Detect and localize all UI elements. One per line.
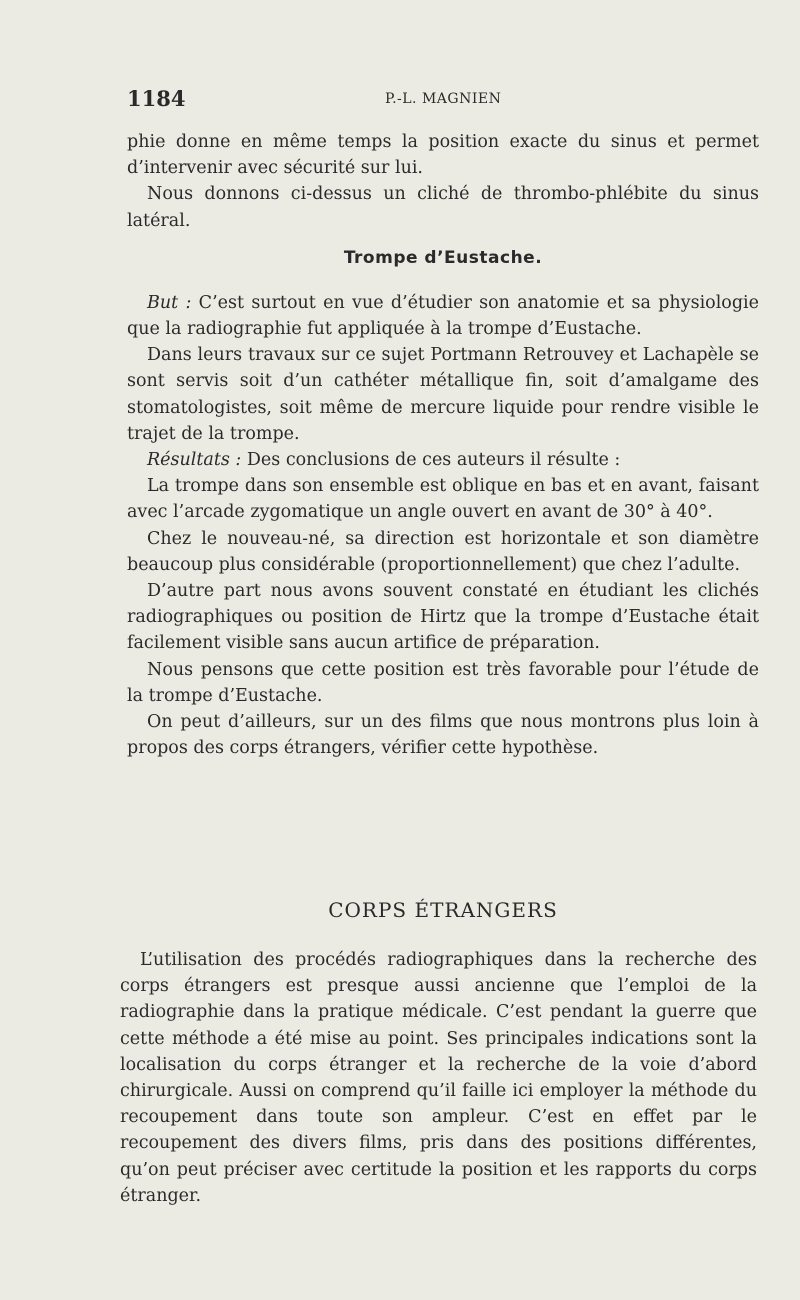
paragraph-resultats	[127, 447, 759, 473]
section-heading-corps-etrangers: CORPS ÉTRANGERS	[328, 898, 558, 922]
paragraph-hirtz: D’autre part nous avons souvent constaté en étudiant les clichés radiographiques ou position de Hirtz que la trompe d’Eustache était facilement visible sans aucun artifice de préparation.	[127, 581, 759, 654]
paragraph-travaux: Dans leurs travaux sur ce sujet Portmann Retrouvey et Lachapèle se sont servis soit d’un cathéter métallique fin, soit d’amalgame des stomatologistes, soit même de mercure liquide pour rendre visible le trajet de la trompe.	[127, 345, 759, 444]
paragraph-continuation: phie donne en même temps la position exacte du sinus et permet d’intervenir avec sécurité sur lui.	[127, 132, 759, 179]
but-text: C’est surtout en vue d’étudier son anatomie et sa physiologie que la radiographie fut appliquée à la trompe d’Eustache.	[127, 292, 759, 340]
resultats-label: Résultats :	[147, 450, 242, 471]
resultats-text: Des conclusions de ces auteurs il résulte :	[241, 450, 621, 471]
text-section-eustache	[127, 129, 759, 761]
paragraph-utilisation: L’utilisation des procédés radiographiques dans la recherche des corps étrangers est presque aussi ancienne que l’emploi de la radiographie dans la pratique médicale. C’est pendant la guerre que cette méthode a été mise au point. Ses principales indications sont la localisation du corps étranger et la recherche de la voie d’abord chirurgicale. Aussi on comprend qu’il faille ici employer la méthode du recoupement dans toute son ampleur. C’est en effet par le recoupement des divers films, pris dans des positions différentes, qu’on peut préciser avec certitude la position et les rapports du corps étranger.	[120, 950, 757, 1206]
paragraph-oblique: La trompe dans son ensemble est oblique en bas et en avant, faisant avec l’arcade zygomatique un angle ouvert en avant de 30° à 40°.	[127, 476, 759, 523]
paragraph-but	[127, 290, 759, 342]
paragraph-cliche: Nous donnons ci-dessus un cliché de thrombo-phlébite du sinus latéral.	[127, 184, 759, 231]
text-section-corps-etrangers	[120, 947, 757, 1209]
section-heading-trompe: Trompe d’Eustache.	[343, 247, 543, 268]
running-head: P.-L. MAGNIEN	[385, 91, 502, 107]
paragraph-nouveau-ne: Chez le nouveau-né, sa direction est horizontale et son diamètre beaucoup plus considérable (proportionnellement) que chez l’adulte.	[127, 528, 759, 575]
page-number: 1184	[127, 86, 186, 111]
paragraph-films: On peut d’ailleurs, sur un des films que nous montrons plus loin à propos des corps étrangers, vérifier cette hypothèse.	[127, 712, 759, 759]
page-header	[127, 86, 759, 116]
paragraph-pensons: Nous pensons que cette position est très favorable pour l’étude de la trompe d’Eustache.	[127, 659, 759, 706]
but-label: But :	[147, 292, 192, 313]
spacer	[127, 234, 759, 242]
